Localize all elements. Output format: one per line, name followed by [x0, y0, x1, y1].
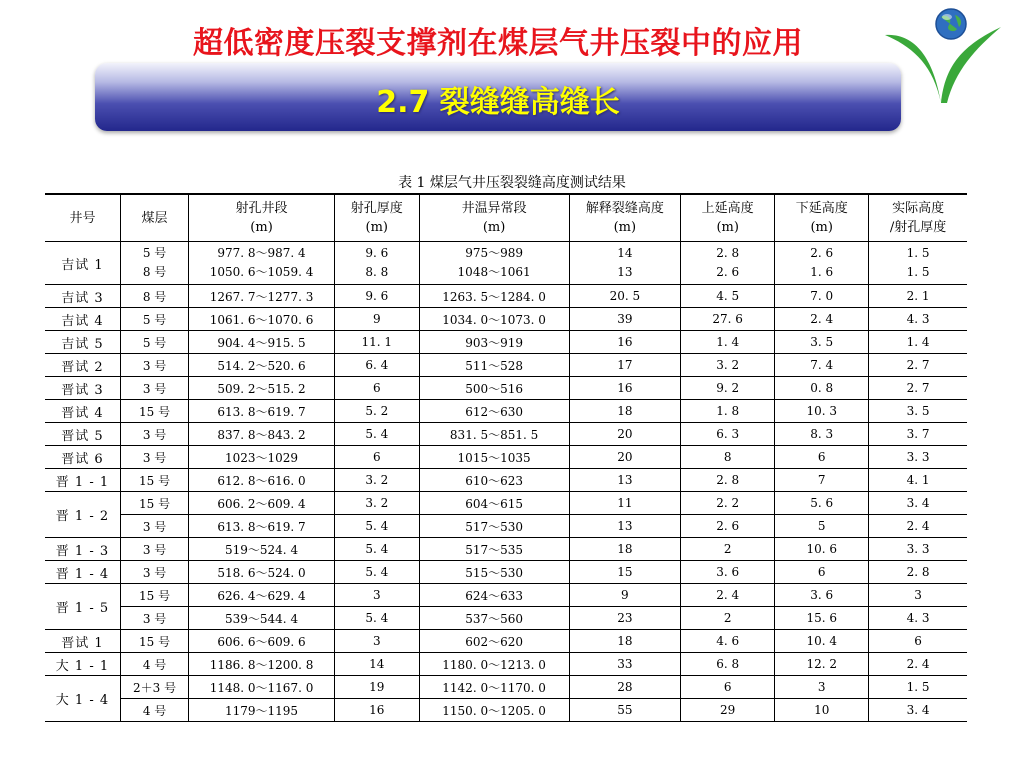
table-cell: 1150. 0～1205. 0 [419, 699, 569, 722]
table-row [45, 377, 967, 400]
table-cell: 6. 8 [681, 653, 775, 676]
table-cell: 517～530 [419, 515, 569, 538]
table-cell: 15 号 [120, 469, 188, 492]
table-cell: 13 [569, 515, 681, 538]
table-cell: 1. 8 [681, 400, 775, 423]
table-cell: 8 号 [120, 285, 188, 308]
table-cell: 6 [681, 676, 775, 699]
table-row [45, 423, 967, 446]
table-cell: 12. 2 [775, 653, 869, 676]
table-cell: 3. 6 [681, 561, 775, 584]
table-cell: 1180. 0～1213. 0 [419, 653, 569, 676]
column-header [189, 194, 335, 242]
logo-icon [883, 5, 1013, 105]
table-cell: 3. 3 [869, 446, 967, 469]
table-cell: 1. 5 [869, 676, 967, 699]
table-cell [419, 242, 569, 285]
table-cell: 2 [681, 538, 775, 561]
table-cell: 0. 8 [775, 377, 869, 400]
table-cell: 4. 5 [681, 285, 775, 308]
table-cell: 2. 2 [681, 492, 775, 515]
table-cell: 16 [569, 377, 681, 400]
table-cell: 5. 4 [334, 515, 419, 538]
well-id-cell: 晋试 2 [45, 354, 120, 377]
table-cell: 5 号 [120, 308, 188, 331]
table-cell [775, 242, 869, 285]
table-cell-line: 1050. 6～1059. 4 [209, 265, 314, 279]
table-cell-line: 975～989 [465, 246, 523, 260]
section-title: 2.7 裂缝缝高缝长 [376, 85, 620, 120]
table-cell: 17 [569, 354, 681, 377]
well-id-cell: 晋 1 - 4 [45, 561, 120, 584]
table-cell: 2. 4 [681, 584, 775, 607]
column-header-label: 上延高度 [701, 201, 754, 216]
table-row [45, 285, 967, 308]
table-cell: 15 号 [120, 492, 188, 515]
table-cell: 3 号 [120, 538, 188, 561]
table-cell: 5 [775, 515, 869, 538]
table-cell [189, 242, 335, 285]
table-row [45, 607, 967, 630]
table-cell: 7. 4 [775, 354, 869, 377]
table-cell: 500～516 [419, 377, 569, 400]
table-cell: 8. 3 [775, 423, 869, 446]
table-cell: 904. 4～915. 5 [189, 331, 335, 354]
table-cell: 3 [334, 630, 419, 653]
table-cell: 1015～1035 [419, 446, 569, 469]
table-cell: 6 [869, 630, 967, 653]
table-cell: 33 [569, 653, 681, 676]
column-header-label: 煤层 [141, 210, 168, 226]
table-cell: 2. 1 [869, 285, 967, 308]
table-cell-line: 2. 6 [716, 265, 740, 279]
table-cell-line: 8. 8 [365, 265, 389, 279]
column-header [681, 194, 775, 242]
table-cell: 3 号 [120, 377, 188, 400]
column-header-unit: /射孔厚度 [889, 220, 947, 235]
table-cell: 624～633 [419, 584, 569, 607]
column-header-label: 射孔厚度 [350, 201, 403, 216]
table-cell: 15 号 [120, 630, 188, 653]
column-header-unit: (m) [482, 220, 506, 235]
column-header [775, 194, 869, 242]
table-cell: 5 号 [120, 331, 188, 354]
table-cell-line: 1. 6 [810, 265, 834, 279]
slide-title [0, 18, 1024, 62]
table-row [45, 584, 967, 607]
table-cell: 509. 2～515. 2 [189, 377, 335, 400]
table-cell: 539～544. 4 [189, 607, 335, 630]
table-row [45, 515, 967, 538]
table-cell: 7. 0 [775, 285, 869, 308]
table-cell: 10. 6 [775, 538, 869, 561]
well-id-cell: 吉试 3 [45, 285, 120, 308]
table-cell: 13 [569, 469, 681, 492]
table-cell: 837. 8～843. 2 [189, 423, 335, 446]
table-cell: 3. 5 [775, 331, 869, 354]
table-cell: 3. 6 [775, 584, 869, 607]
table-cell: 1142. 0～1170. 0 [419, 676, 569, 699]
table-cell: 511～528 [419, 354, 569, 377]
table-cell: 3 [334, 584, 419, 607]
table-row [45, 446, 967, 469]
column-header-label: 下延高度 [795, 201, 848, 216]
table-header [45, 194, 967, 242]
well-id-cell: 晋试 5 [45, 423, 120, 446]
table-cell: 23 [569, 607, 681, 630]
table-cell [869, 242, 967, 285]
table-row [45, 469, 967, 492]
table-cell: 15. 6 [775, 607, 869, 630]
table-cell: 4 号 [120, 653, 188, 676]
table-cell: 612. 8～616. 0 [189, 469, 335, 492]
table-cell: 19 [334, 676, 419, 699]
table-cell: 515～530 [419, 561, 569, 584]
table-row [45, 653, 967, 676]
table-cell: 3 号 [120, 446, 188, 469]
table-row [45, 242, 967, 285]
table-cell: 5. 4 [334, 538, 419, 561]
column-header-unit: (m) [810, 220, 833, 235]
table-cell: 18 [569, 538, 681, 561]
table-cell: 612～630 [419, 400, 569, 423]
table-row [45, 630, 967, 653]
table-cell: 6 [334, 446, 419, 469]
column-header [45, 194, 120, 242]
table-cell: 55 [569, 699, 681, 722]
table-cell: 10 [775, 699, 869, 722]
table-cell-line: 977. 8～987. 4 [217, 246, 306, 260]
table-cell: 1186. 8～1200. 8 [189, 653, 335, 676]
table-row [45, 676, 967, 699]
table-cell-line: 1048～1061 [457, 265, 531, 279]
table-cell: 903～919 [419, 331, 569, 354]
table-cell: 604～615 [419, 492, 569, 515]
table-cell: 29 [681, 699, 775, 722]
table-cell: 9. 6 [334, 285, 419, 308]
table-cell: 10. 3 [775, 400, 869, 423]
table-cell: 3. 2 [334, 492, 419, 515]
table-cell: 2. 6 [681, 515, 775, 538]
well-id-cell: 晋 1 - 3 [45, 538, 120, 561]
table-cell: 3 号 [120, 354, 188, 377]
table-row [45, 538, 967, 561]
table-cell: 5. 2 [334, 400, 419, 423]
table-cell-line: 14 [617, 246, 633, 260]
table-cell: 9 [569, 584, 681, 607]
column-header-unit: (m) [250, 220, 273, 235]
table-cell-line: 1. 5 [906, 265, 930, 279]
column-header [120, 194, 188, 242]
table-cell: 2 [681, 607, 775, 630]
table-cell: 27. 6 [681, 308, 775, 331]
table-cell: 3. 7 [869, 423, 967, 446]
table-cell-line: 2. 6 [810, 246, 834, 260]
well-id-cell: 吉试 5 [45, 331, 120, 354]
table-cell: 11 [569, 492, 681, 515]
table-cell: 39 [569, 308, 681, 331]
table-cell: 3. 5 [869, 400, 967, 423]
table-cell: 14 [334, 653, 419, 676]
table-cell: 514. 2～520. 6 [189, 354, 335, 377]
table-cell: 6. 3 [681, 423, 775, 446]
table-cell: 8 [681, 446, 775, 469]
table-cell: 6. 4 [334, 354, 419, 377]
table-cell: 6 [775, 561, 869, 584]
table-cell: 1061. 6～1070. 6 [189, 308, 335, 331]
table-cell-line: 9. 6 [365, 246, 389, 260]
section-banner [95, 63, 901, 131]
table-body [45, 242, 967, 722]
table-cell: 5. 4 [334, 561, 419, 584]
table-cell: 606. 6～609. 6 [189, 630, 335, 653]
table-cell: 1179～1195 [189, 699, 335, 722]
column-header-label: 井温异常段 [461, 201, 527, 216]
column-header-label: 井号 [69, 210, 96, 226]
column-header-unit: (m) [716, 220, 739, 235]
table-cell: 3. 3 [869, 538, 967, 561]
column-header-unit: (m) [613, 220, 637, 235]
table-cell: 3 号 [120, 423, 188, 446]
table-cell: 6 [334, 377, 419, 400]
column-header [869, 194, 967, 242]
table-cell: 1267. 7～1277. 3 [189, 285, 335, 308]
table-cell: 517～535 [419, 538, 569, 561]
table-cell: 2. 7 [869, 377, 967, 400]
table-cell: 3 号 [120, 515, 188, 538]
table-cell: 831. 5～851. 5 [419, 423, 569, 446]
well-id-cell: 晋试 1 [45, 630, 120, 653]
table-row [45, 492, 967, 515]
slide-title-text: 超低密度压裂支撑剂在煤层气井压裂中的应用 [193, 26, 803, 61]
table-cell-line: 8 号 [142, 265, 167, 279]
table-cell: 1023～1029 [189, 446, 335, 469]
column-header [419, 194, 569, 242]
table-cell: 1. 4 [869, 331, 967, 354]
table-cell: 20. 5 [569, 285, 681, 308]
table-cell: 20 [569, 423, 681, 446]
table-cell: 537～560 [419, 607, 569, 630]
table-cell: 613. 8～619. 7 [189, 400, 335, 423]
table-cell: 610～623 [419, 469, 569, 492]
table-cell: 3 [775, 676, 869, 699]
table-cell: 6 [775, 446, 869, 469]
table-cell: 4. 3 [869, 607, 967, 630]
table-cell: 606. 2～609. 4 [189, 492, 335, 515]
table-row [45, 331, 967, 354]
table-cell: 1148. 0～1167. 0 [189, 676, 335, 699]
table-cell: 3. 4 [869, 492, 967, 515]
table-row [45, 354, 967, 377]
table-cell: 3 [869, 584, 967, 607]
well-id-cell: 大 1 - 1 [45, 653, 120, 676]
table-cell-line: 5 号 [142, 246, 167, 260]
table-cell: 519～524. 4 [189, 538, 335, 561]
column-header [569, 194, 681, 242]
table-cell: 2. 4 [869, 653, 967, 676]
table-cell: 2. 4 [775, 308, 869, 331]
table-cell: 15 号 [120, 584, 188, 607]
table-row [45, 400, 967, 423]
well-id-cell: 吉试 4 [45, 308, 120, 331]
table-cell [569, 242, 681, 285]
table-cell: 18 [569, 630, 681, 653]
table-cell: 11. 1 [334, 331, 419, 354]
table-cell-line: 13 [617, 265, 633, 279]
table-row [45, 699, 967, 722]
table-cell: 5. 6 [775, 492, 869, 515]
table-cell: 4. 3 [869, 308, 967, 331]
table-cell: 3. 2 [334, 469, 419, 492]
table-cell: 7 [775, 469, 869, 492]
table-cell: 5. 4 [334, 607, 419, 630]
table-cell: 15 号 [120, 400, 188, 423]
well-id-cell: 吉试 1 [45, 242, 120, 285]
table-caption: 表 1 煤层气井压裂裂缝高度测试结果 [398, 175, 626, 191]
well-id-cell: 晋 1 - 2 [45, 492, 120, 538]
well-id-cell: 晋试 6 [45, 446, 120, 469]
table-cell: 602～620 [419, 630, 569, 653]
table-cell: 3 号 [120, 561, 188, 584]
table-cell: 9. 2 [681, 377, 775, 400]
column-header-label: 射孔井段 [235, 201, 288, 216]
table-cell: 3. 2 [681, 354, 775, 377]
table-cell [681, 242, 775, 285]
table-cell: 16 [569, 331, 681, 354]
table-cell-line: 2. 8 [716, 246, 740, 260]
table-cell: 15 [569, 561, 681, 584]
table-cell: 18 [569, 400, 681, 423]
table-cell: 1. 4 [681, 331, 775, 354]
table-cell: 2. 8 [869, 561, 967, 584]
table-cell: 20 [569, 446, 681, 469]
table-cell: 28 [569, 676, 681, 699]
table-cell: 9 [334, 308, 419, 331]
results-table [45, 193, 967, 722]
table-cell: 4 号 [120, 699, 188, 722]
table-cell: 3. 4 [869, 699, 967, 722]
table-cell [120, 242, 188, 285]
column-header [334, 194, 419, 242]
well-id-cell: 晋试 3 [45, 377, 120, 400]
table-cell: 613. 8～619. 7 [189, 515, 335, 538]
table-cell: 1263. 5～1284. 0 [419, 285, 569, 308]
table-cell: 3 号 [120, 607, 188, 630]
table-cell: 5. 4 [334, 423, 419, 446]
column-header-label: 解释裂缝高度 [585, 201, 664, 216]
table-cell: 4. 1 [869, 469, 967, 492]
table-row [45, 561, 967, 584]
table-cell: 4. 6 [681, 630, 775, 653]
column-header-unit: (m) [365, 220, 389, 235]
well-id-cell: 大 1 - 4 [45, 676, 120, 722]
table-cell: 2＋3 号 [120, 676, 188, 699]
table-row [45, 308, 967, 331]
table-cell: 2. 7 [869, 354, 967, 377]
table-cell [334, 242, 419, 285]
well-id-cell: 晋 1 - 1 [45, 469, 120, 492]
column-header-label: 实际高度 [892, 201, 945, 216]
well-id-cell: 晋 1 - 5 [45, 584, 120, 630]
table-cell: 2. 4 [869, 515, 967, 538]
table-cell-line: 1. 5 [906, 246, 930, 260]
table-cell: 1034. 0～1073. 0 [419, 308, 569, 331]
table-cell: 2. 8 [681, 469, 775, 492]
table-cell: 10. 4 [775, 630, 869, 653]
table-cell: 16 [334, 699, 419, 722]
table-cell: 626. 4～629. 4 [189, 584, 335, 607]
well-id-cell: 晋试 4 [45, 400, 120, 423]
table-cell: 518. 6～524. 0 [189, 561, 335, 584]
